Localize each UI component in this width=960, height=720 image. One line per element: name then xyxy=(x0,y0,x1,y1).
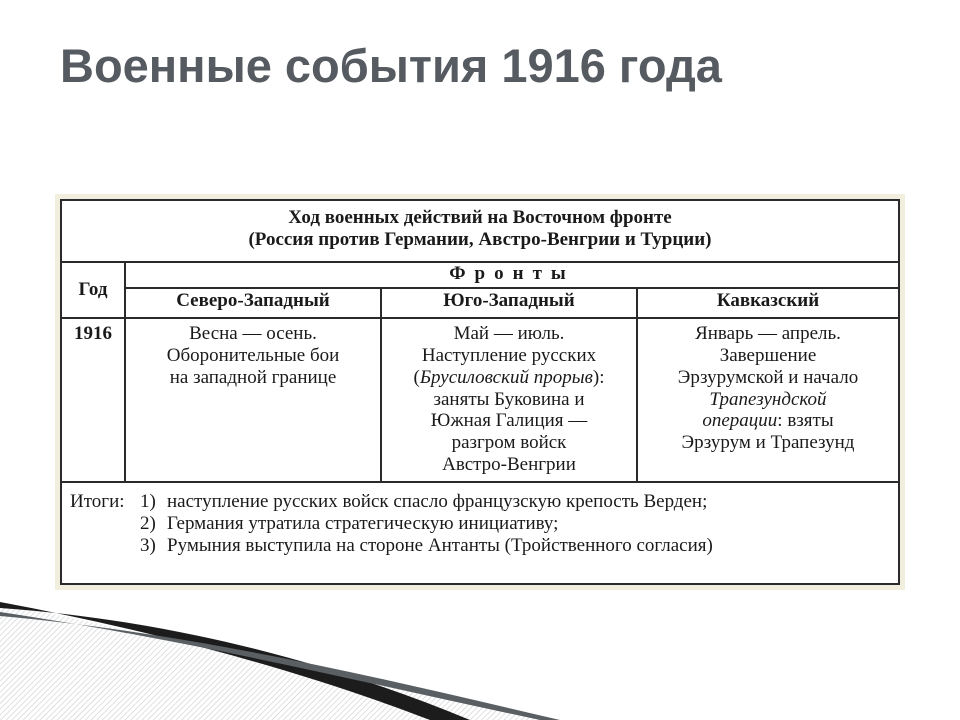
caucasus-line-3: Эрзурумской и начало xyxy=(677,366,859,388)
slide-title: Военные события 1916 года xyxy=(60,39,722,92)
southwest-paren-close: ): xyxy=(592,366,605,388)
front-name-northwest: Северо-Западный xyxy=(125,288,381,318)
caucasus-line-2: Завершение xyxy=(719,344,817,366)
table-frame xyxy=(55,194,905,590)
caucasus-line-1: Январь — апрель. xyxy=(695,323,841,344)
southwest-paren-open: ( xyxy=(413,366,420,388)
trebizond-operation-line-1: Трапезундской xyxy=(709,388,827,410)
southwest-front-cell xyxy=(381,318,637,482)
results-label: Итоги: xyxy=(70,491,125,512)
southwest-line-4: заняты Буковина и xyxy=(433,388,585,410)
southwest-line-6: разгром войск xyxy=(451,432,567,454)
results-item xyxy=(70,535,890,557)
year-column-header: Год xyxy=(61,262,125,318)
results-item-number: 2) xyxy=(140,512,156,534)
results-item-text: Германия утратила стратегическую инициативу; xyxy=(167,512,559,534)
northwest-front-cell xyxy=(125,318,381,482)
table-caption xyxy=(61,200,899,262)
results-cell xyxy=(61,482,899,584)
results-item-number: 3) xyxy=(140,534,156,556)
results-item-text: наступление русских войск спасло французскую крепость Верден; xyxy=(167,491,708,512)
caucasus-line-6: Эрзурум и Трапезунд xyxy=(681,432,855,454)
results-item xyxy=(70,513,890,535)
fronts-header: Фронты xyxy=(125,262,899,288)
trebizond-operation-line-2: операции xyxy=(702,410,778,432)
results-item-number: 1) xyxy=(140,491,156,512)
caucasus-front-cell xyxy=(637,318,899,482)
northwest-line-2: Оборонительные бои xyxy=(166,344,340,366)
results-item-text: Румыния выступила на стороне Антанты (Тройственного согласия) xyxy=(167,534,713,556)
brusilov-breakthrough: Брусиловский прорыв xyxy=(419,366,593,388)
events-table xyxy=(60,199,900,585)
table-caption-line-2: (Россия против Германии, Австро-Венгрии и Турции) xyxy=(248,228,712,250)
results-item xyxy=(70,491,890,513)
year-cell: 1916 xyxy=(61,318,125,482)
northwest-line-3: на западной границе xyxy=(169,366,337,388)
decorative-swoosh xyxy=(0,590,560,720)
southwest-line-1: Май — июль. xyxy=(453,323,565,344)
southwest-operation-line xyxy=(388,367,630,389)
southwest-line-5: Южная Галиция — xyxy=(430,410,588,432)
caucasus-operation-line xyxy=(644,410,892,432)
table-caption-line-1: Ход военных действий на Восточном фронте xyxy=(288,207,672,228)
front-name-southwest: Юго-Западный xyxy=(381,288,637,318)
northwest-line-1: Весна — осень. xyxy=(189,323,317,344)
front-name-caucasus: Кавказский xyxy=(637,288,899,318)
southwest-line-2: Наступление русских xyxy=(421,344,597,366)
southwest-line-7: Австро-Венгрии xyxy=(442,454,576,476)
caucasus-after-operation: : взяты xyxy=(777,410,834,432)
